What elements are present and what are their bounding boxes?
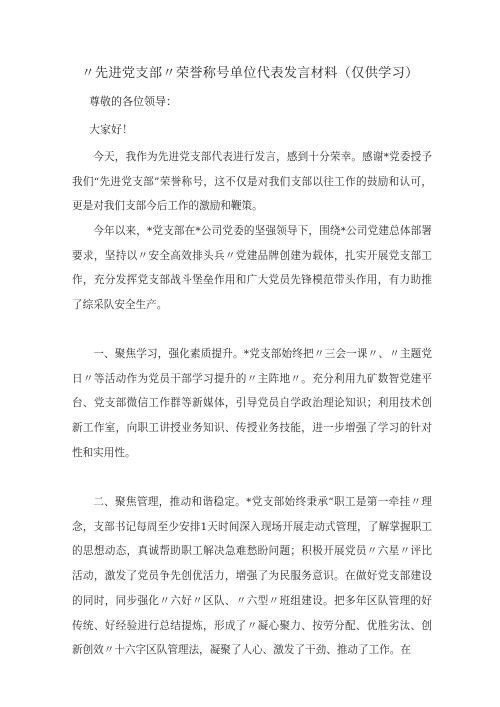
paragraph-overview: 今年以来，*党支部在*公司党委的坚强领导下，围绕*公司党建总体部署要求，坚持以〃安全高效排头兵〃党建品牌创建为载体，扎实开展党支部工作，充分发挥党支部战斗堡垒作用和广大党员先锋模范带头作用，有力助推了综采队安全生产。	[72, 225, 432, 312]
greeting: 大家好！	[89, 123, 133, 136]
paragraph-intro: 今天，我作为先进党支部代表进行发言，感到十分荣幸。感谢*党委授予我们“先进党支部”荣誉称号，这不仅是对我们支部以往工作的鼓励和认可，更是对我们支部今后工作的激励和鞭策。	[72, 151, 432, 213]
paragraph-management: 二、聚焦管理，推动和谐稳定。*党支部始终秉承“职工是第一牵挂〃理念，支部书记每周至少安排1天时间深入现场开展走动式管理，了解掌握职工的思想动态，真诚帮助职工解决急难愁盼问题；积极开展党员〃六星〃评比活动，激发了党员争先创优活力，增强了为民服务意识。在做好党支部建设的同时，同步强化〃六好〃区队、〃六型〃班组建设。把多年区队管理的好传统、好经验进行总结提炼，形成了〃凝心聚力、按劳分配、优胜劣汰、创新创效〃十六字区队管理法，凝聚了人心、激发了干劲、推动了工作。在	[72, 496, 432, 657]
salutation: 尊敬的各位领导：	[89, 95, 177, 108]
document-title: 〃先进党支部〃荣誉称号单位代表发言材料（仅供学习）	[81, 66, 419, 81]
paragraph-learning: 一、聚焦学习，强化素质提升。*党支部始终把〃三会一课〃、〃主题党日〃等活动作为党员干部学习提升的〃主阵地〃。充分利用九矿数智党建平台、党支部微信工作群等新媒体，引导党员自学政治理论知识；利用技术创新工作室，向职工讲授业务知识、传授业务技能，进一步增强了学习的针对性和实用性。	[72, 348, 432, 459]
